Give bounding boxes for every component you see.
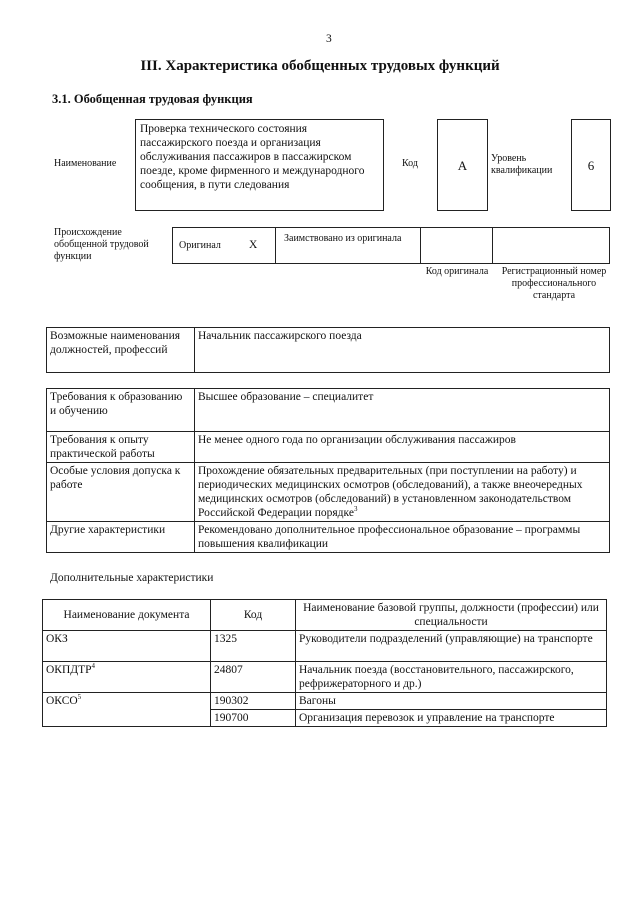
name-label: Наименование <box>54 158 117 169</box>
origin-divider <box>492 227 493 264</box>
registration-caption: Регистрационный номер профессионального стандарта <box>501 266 607 301</box>
requirement-row <box>47 389 610 432</box>
requirement-row <box>47 522 610 553</box>
original-label: Оригинал <box>179 240 221 251</box>
section-title: III. Характеристика обобщенных трудовых функций <box>140 58 500 74</box>
requirement-label: Другие характеристики <box>47 522 195 553</box>
doc-cell: ОКЗ <box>43 631 211 662</box>
requirement-row <box>47 463 610 522</box>
origin-divider <box>420 227 421 264</box>
positions-value: Начальник пассажирского поезда <box>195 328 610 373</box>
positions-table <box>46 327 610 373</box>
subsection-title: 3.1. Обобщенная трудовая функция <box>52 92 253 106</box>
doc-cell: ОКПДТР$^4$ <box>43 662 211 693</box>
requirement-label: Требования к образованию и обучению <box>47 389 195 432</box>
additional-table <box>42 599 607 727</box>
table-row <box>43 693 607 710</box>
code-original-caption: Код оригинала <box>425 266 489 277</box>
name-cell: Вагоны <box>296 693 607 710</box>
original-mark: X <box>249 239 258 251</box>
code-cell: 190700 <box>211 710 296 727</box>
header-code: Код <box>211 600 296 631</box>
requirement-value: Рекомендовано дополнительное профессиональное образование – программы повышения квалификации <box>195 522 610 553</box>
name-cell: Начальник поезда (восстановительного, пассажирского, рефрижераторного и др.) <box>296 662 607 693</box>
additional-title: Дополнительные характеристики <box>50 572 214 584</box>
code-value: A <box>457 158 468 173</box>
requirement-row <box>47 432 610 463</box>
level-value: 6 <box>587 158 595 173</box>
code-cell: 1325 <box>211 631 296 662</box>
name-cell: Руководители подразделений (управляющие) на транспорте <box>296 631 607 662</box>
borrowed-label: Заимствовано из оригинала <box>284 233 402 244</box>
code-box <box>437 119 488 211</box>
code-cell: 24807 <box>211 662 296 693</box>
header-name: Наименование базовой группы, должности (профессии) или специальности <box>296 600 607 631</box>
requirements-table <box>46 388 610 553</box>
origin-label: Происхождение обобщенной трудовой функции <box>54 227 149 262</box>
requirement-value: Не менее одного года по организации обслуживания пассажиров <box>195 432 610 463</box>
header-document: Наименование документа <box>43 600 211 631</box>
level-label: Уровень квалификации <box>491 153 553 176</box>
requirement-label: Требования к опыту практической работы <box>47 432 195 463</box>
level-box <box>571 119 611 211</box>
page-number: 3 <box>326 33 332 45</box>
requirement-value: Высшее образование – специалитет <box>195 389 610 432</box>
positions-label: Возможные наименования должностей, профессий <box>47 328 195 373</box>
code-label: Код <box>402 158 418 169</box>
table-row <box>43 662 607 693</box>
requirement-value: Прохождение обязательных предварительных (при поступлении на работу) и периодических медицинских осмотров (обследований), а также внеочередных медицинских осмотров (обследований) в установленном законодательством Российской Федерации порядке$^3$ <box>195 463 610 522</box>
requirement-label: Особые условия допуска к работе <box>47 463 195 522</box>
origin-divider <box>275 227 276 264</box>
doc-cell: ОКСО$^5$ <box>43 693 211 727</box>
additional-header-row <box>43 600 607 631</box>
table-row <box>43 631 607 662</box>
code-cell: 190302 <box>211 693 296 710</box>
name-cell: Организация перевозок и управление на транспорте <box>296 710 607 727</box>
function-name-box <box>135 119 384 211</box>
function-name-value: Проверка технического состояния пассажирского поезда и организация обслуживания пассажиров в пассажирском поезде, кроме фирменного и международного сообщения, в пути следования <box>140 123 365 191</box>
